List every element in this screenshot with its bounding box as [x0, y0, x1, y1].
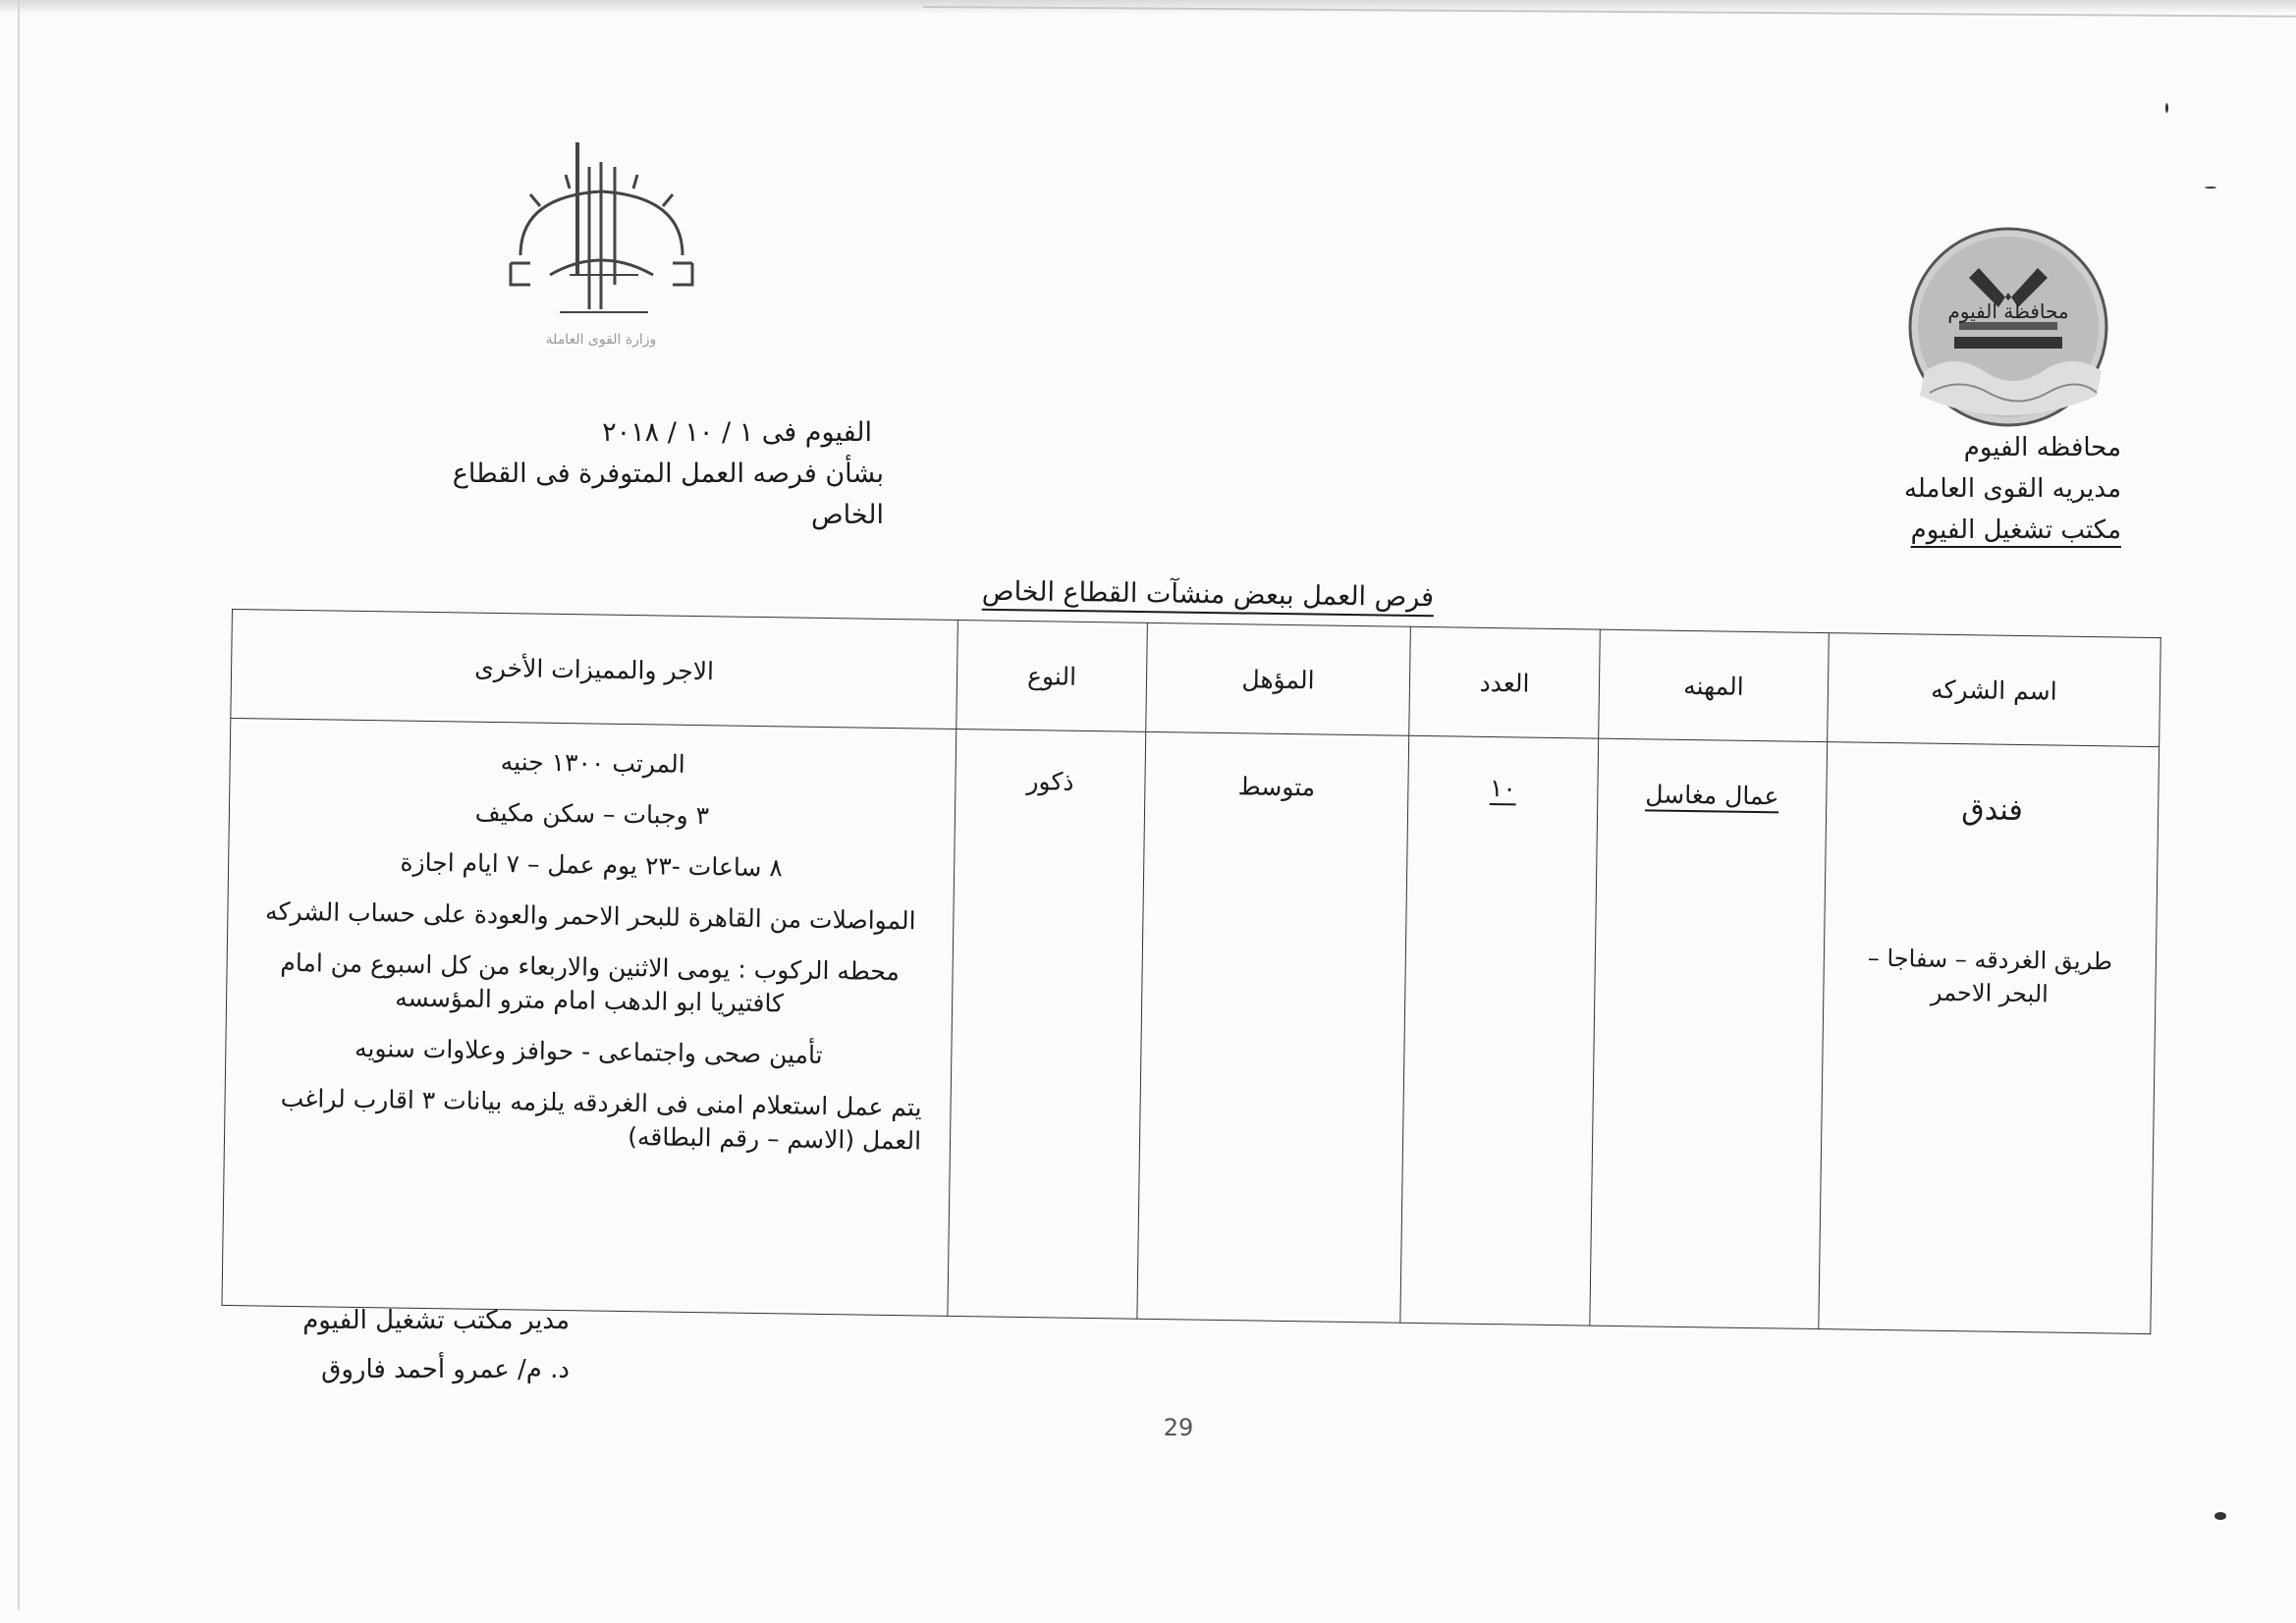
header-company: اسم الشركه — [1828, 633, 2161, 747]
job-name: عمال مغاسل — [1645, 780, 1779, 811]
company-address: طريق الغردقه – سفاجا – البحر الاحمر — [1867, 944, 2113, 1008]
directorate-name: مديريه القوى العامله — [1903, 474, 2121, 504]
benefit-transport: المواصلات من القاهرة للبحر الاحمر والعودة على حساب الشركه — [264, 896, 916, 936]
cell-gender — [948, 729, 1146, 1319]
cell-benefits — [222, 718, 957, 1316]
header-job: المهنه — [1599, 629, 1830, 741]
qualification-value: متوسط — [1237, 772, 1316, 802]
seal-text: محافظة الفيوم — [1947, 299, 2069, 323]
benefit-hours: ٨ ساعات -٢٣ يوم عمل – ٧ ايام اجازة — [400, 847, 784, 883]
benefit-pickup: محطه الركوب : يومى الاثنين والاربعاء من كل اسبوع من امام كافتيريا ابو الدهب امام مترو المؤسسه — [280, 947, 901, 1018]
job-count: ١٠ — [1489, 774, 1517, 803]
signature-title: مدير مكتب تشغيل الفيوم — [302, 1306, 570, 1335]
ministry-logo-icon — [491, 137, 712, 353]
benefits-list — [225, 720, 955, 1186]
svg-text:وزارة القوى العاملة: وزارة القوى العاملة — [545, 332, 657, 348]
benefit-salary: المرتب ١٣٠٠ جنيه — [500, 747, 685, 779]
gender-value: ذكور — [1026, 767, 1074, 796]
company-type: فندق — [1961, 792, 2024, 829]
governorate-header — [1846, 427, 2121, 551]
scan-left-edge — [18, 0, 20, 1610]
benefit-meals-housing: ٣ وجبات – سكن مكيف — [474, 797, 710, 831]
scan-speck — [2205, 187, 2216, 189]
table-row — [222, 718, 2159, 1333]
jobs-table-wrapper — [221, 609, 2160, 1334]
table-title: فرص العمل ببعض منشآت القطاع الخاص — [981, 575, 1435, 614]
signature-block — [285, 1296, 570, 1394]
office-name: مكتب تشغيل الفيوم — [1910, 515, 2121, 545]
header-count: العدد — [1409, 626, 1601, 738]
cell-count — [1400, 735, 1599, 1325]
date-line: الفيوم فى ١ / ١٠ / ٢٠١٨ — [602, 417, 872, 448]
header-gender: النوع — [957, 620, 1148, 731]
subject-line: بشأن فرصه العمل المتوفرة فى القطاع الخاص — [452, 459, 884, 530]
governorate-name: محافظه الفيوم — [1963, 433, 2121, 462]
cell-job — [1590, 738, 1828, 1328]
jobs-table — [221, 609, 2160, 1334]
signature-name: د. م/ عمرو أحمد فاروق — [321, 1355, 570, 1384]
header-benefits: الاجر والمميزات الأخرى — [231, 610, 958, 730]
cell-qualification — [1137, 731, 1409, 1323]
scan-speck — [2165, 103, 2168, 113]
header-qualification: المؤهل — [1146, 622, 1411, 735]
governorate-seal-icon — [1905, 224, 2111, 430]
benefit-security-check: يتم عمل استعلام امنى فى الغردقه يلزمه بيانات ٣ اقارب لراغب العمل (الاسم – رقم البطاقه) — [280, 1083, 922, 1156]
page-number: 29 — [1163, 1414, 1194, 1441]
benefit-insurance: تأمين صحى واجتماعى - حوافز وعلاوات سنويه — [354, 1033, 823, 1069]
cell-company — [1819, 742, 2159, 1334]
scan-speck — [2214, 1512, 2226, 1520]
date-subject-block — [373, 412, 884, 536]
